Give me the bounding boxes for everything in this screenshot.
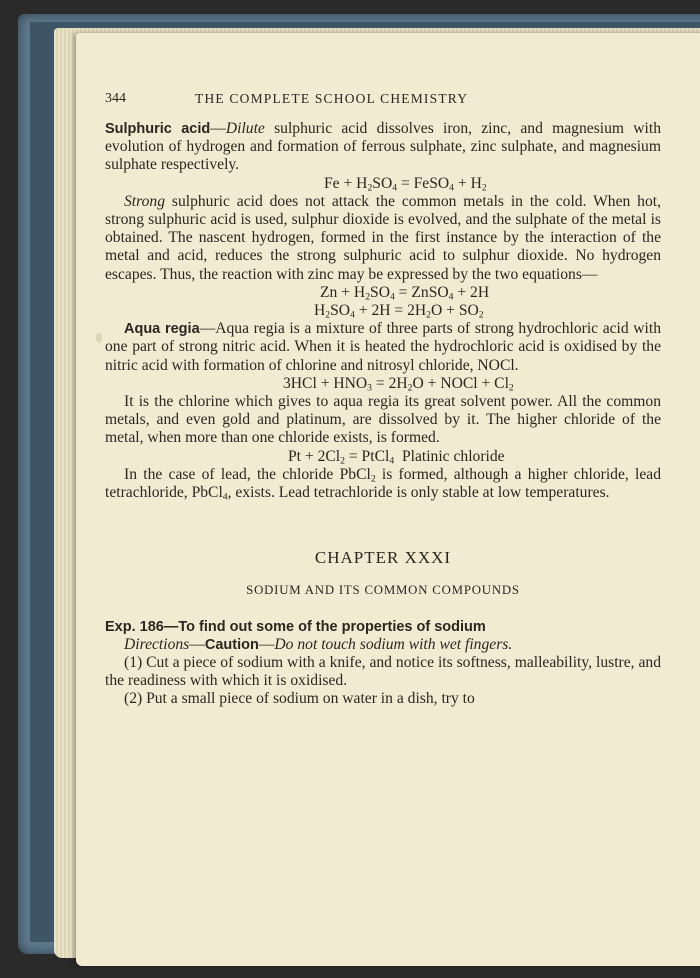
equation-zinc-2: $H_2SO_4 + 2H = 2H_2O + SO_2$ [314, 302, 484, 321]
equation-aqua-regia: $3HCl + HNO_3 = 2H_2O$ + NOCl + $Cl_2$ [283, 374, 514, 394]
step-1: (1) Cut a piece of sodium with a knife, and notice its softness, malleability, lustre, and the readiness with which it is oxidised. [105, 654, 661, 690]
experiment-heading: Exp. 186—To find out some of the properties of sodium [105, 618, 486, 635]
aqua-regia-heading: Aqua regia [124, 321, 200, 338]
aqua-regia-paragraph: Aqua regia—Aqua regia is a mixture of three parts of strong hydrochloric acid with one part of strong nitric acid. When it is heated the hydrochloric acid is oxidised by the nitric acid with formation of chlorine and nitrosyl chloride, NOCl. [105, 320, 661, 374]
chlorine-paragraph: It is the chlorine which gives to aqua regia its great solvent power. All the common metals, and even gold and platinum, are dissolved by it. The higher chloride of the metal, when more than one chloride exists, is formed. [105, 393, 661, 447]
aqua-text-1: Aqua regia is a mixture of three parts of strong hydrochloric acid with one part of strong nitric acid. When it is heated the hydrochloric acid is oxidised by the nitric acid with formation of chlorine and nitrosyl chloride, NOCl. [105, 320, 661, 374]
directions-line: Directions—Caution—Do not touch sodium with wet fingers. [124, 635, 513, 653]
equation-platinum: $Pt + 2Cl_2$ = PtCl$_4$ Platinic chloride [288, 447, 505, 467]
strong-word: Strong [124, 192, 166, 210]
sulphuric-acid-paragraph [105, 120, 661, 175]
page-stain [96, 333, 102, 343]
sulphuric-text-2: sulphuric acid does not attack the common metals in the cold. When hot, strong sulphuric acid is used, sulphur dioxide is evolved, and the sulphate of the metal is obtained. The nascent hydrogen, formed in the first instance by the interaction of the metal and acid, reduces the strong sulphuric acid to sulphur dioxide. No hydrogen escapes. Thus, the reaction with zinc may be expressed by the two equations— [105, 192, 661, 283]
page-header [105, 90, 661, 114]
strong-acid-paragraph [105, 193, 661, 284]
chapter-title: CHAPTER XXXI [314, 548, 452, 568]
sulphuric-text-1: sulphuric acid dissolves iron, zinc, and magnesium with evolution of hydrogen and formation of ferrous sulphate, zinc sulphate, and magnesium sulphate respectively. [105, 120, 661, 174]
dilute-word: Dilute [225, 120, 265, 137]
running-title: THE COMPLETE SCHOOL CHEMISTRY [195, 91, 469, 106]
lead-paragraph: In the case of lead, the chloride PbCl$_2$ is formed, although a higher chloride, lead tetrachloride, PbCl$_4$, exists. Lead tetrachloride is only stable at low temperatures. [105, 465, 661, 503]
equation-zinc-1: $Zn + H_2SO_4$ = ZnSO$_4$ + 2H [320, 283, 490, 303]
page-number: 344 [105, 91, 126, 106]
dash: — [210, 120, 226, 137]
equation-iron: $Fe + H_2SO_4$ = FeSO$_4$ + $H_2$ [324, 174, 487, 194]
step-2: (2) Put a small piece of sodium on water in a dish, try to [124, 690, 475, 708]
page-content [105, 90, 661, 709]
chapter-subtitle: SODIUM AND ITS COMMON COMPOUNDS [246, 583, 520, 598]
sulphuric-acid-heading: Sulphuric acid [105, 121, 211, 137]
